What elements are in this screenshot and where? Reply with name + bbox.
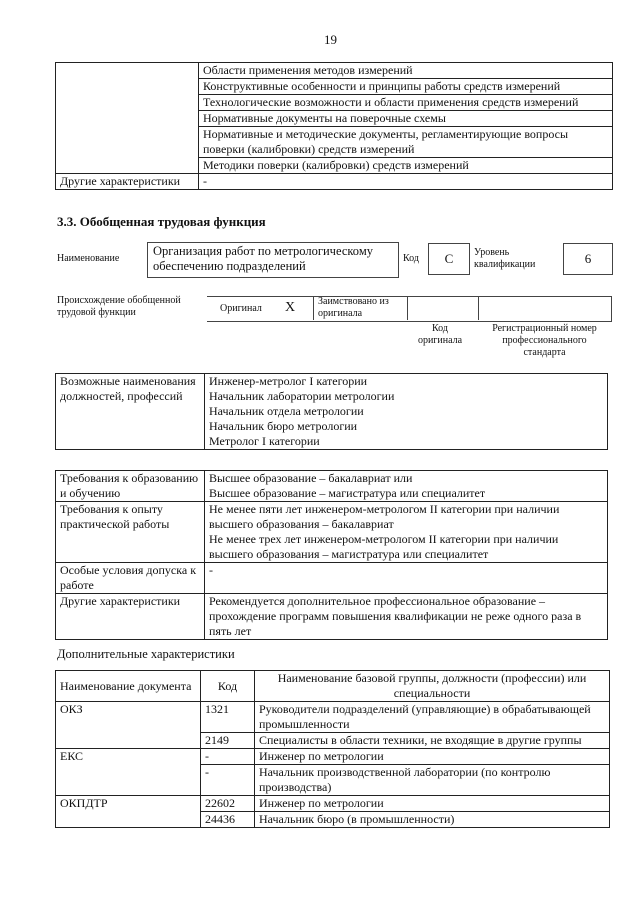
name-cell: Начальник производственной лаборатории (по контролю производства) xyxy=(255,765,610,796)
borrowed-label: Заимствовано из оригинала xyxy=(318,296,389,319)
req-label: Требования к опыту практической работы xyxy=(56,502,205,563)
code-cell: - xyxy=(201,765,255,796)
code-value: C xyxy=(428,243,470,275)
code-label: Код xyxy=(403,253,419,264)
table-cell: Технологические возможности и области применения средств измерений xyxy=(199,95,613,111)
table-cell: Нормативные документы на поверочные схемы xyxy=(199,111,613,127)
req-value: Высшее образование – магистратура или специалитет xyxy=(209,486,486,500)
origin-box xyxy=(207,296,612,322)
page-number: 19 xyxy=(324,32,337,47)
position-item: Инженер-метролог I категории xyxy=(209,374,368,388)
code-cell: 2149 xyxy=(201,733,255,749)
positions-list xyxy=(205,374,608,450)
original-mark: X xyxy=(285,300,296,315)
reg-caption: Регистрационный номер профессионального стандарта xyxy=(492,323,597,358)
name-cell: Начальник бюро (в промышленности) xyxy=(255,812,610,828)
name-cell: Руководители подразделений (управляющие) в обрабатывающей промышленности xyxy=(255,702,610,733)
code-cell: 24436 xyxy=(201,812,255,828)
position-item: Начальник лаборатории метрологии xyxy=(209,389,395,403)
code-cell: - xyxy=(201,749,255,765)
code-caption: Код оригинала xyxy=(417,323,463,346)
code-cell: 1321 xyxy=(201,702,255,733)
position-item: Начальник отдела метрологии xyxy=(209,404,364,418)
table-cell: Методики поверки (калибровки) средств измерений xyxy=(199,158,613,174)
doc-cell: ЕКС xyxy=(56,749,201,796)
req-value: Не менее трех лет инженером-метрологом II категории при наличии высшего образования – магистратура или специалитет xyxy=(209,532,559,561)
req-label: Требования к образованию и обучению xyxy=(56,471,205,502)
requirements-table xyxy=(55,470,608,640)
divider xyxy=(313,296,314,320)
divider xyxy=(407,296,408,320)
header-cell: Наименование документа xyxy=(56,671,201,702)
positions-label: Возможные наименования должностей, профессий xyxy=(56,374,205,450)
level-label: Уровень квалификации xyxy=(474,247,536,270)
name-label: Наименование xyxy=(57,253,120,264)
table-cell: Другие характеристики xyxy=(56,174,199,190)
name-cell: Специалисты в области техники, не входящие в другие группы xyxy=(255,733,610,749)
empty-cell xyxy=(56,63,199,174)
req-label: Другие характеристики xyxy=(56,594,205,640)
req-label: Особые условия допуска к работе xyxy=(56,563,205,594)
req-value: Рекомендуется дополнительное профессиональное образование – прохождение программ повышения квалификации не реже одного раза в пять лет xyxy=(205,594,608,640)
additional-table xyxy=(55,670,610,828)
divider xyxy=(478,296,479,320)
header-cell: Наименование базовой группы, должности (профессии) или специальности xyxy=(255,671,610,702)
name-value: Организация работ по метрологическому обеспечению подразделений xyxy=(147,242,399,278)
doc-cell: ОКЗ xyxy=(56,702,201,749)
header-cell: Код xyxy=(201,671,255,702)
doc-cell: ОКПДТР xyxy=(56,796,201,828)
additional-heading: Дополнительные характеристики xyxy=(57,647,235,661)
section-heading: 3.3. Обобщенная трудовая функция xyxy=(57,214,266,229)
name-cell: Инженер по метрологии xyxy=(255,796,610,812)
code-cell: 22602 xyxy=(201,796,255,812)
req-value: - xyxy=(205,563,608,594)
level-value: 6 xyxy=(563,243,613,275)
name-cell: Инженер по метрологии xyxy=(255,749,610,765)
table-cell: Конструктивные особенности и принципы работы средств измерений xyxy=(199,79,613,95)
req-value: Высшее образование – бакалавриат или xyxy=(209,471,413,485)
knowledge-table xyxy=(55,62,613,190)
position-item: Метролог I категории xyxy=(209,434,320,448)
table-cell: Нормативные и методические документы, регламентирующие вопросы поверки (калибровки) средств измерений xyxy=(199,127,613,158)
position-item: Начальник бюро метрологии xyxy=(209,419,358,433)
positions-table xyxy=(55,373,608,450)
req-value: Не менее пяти лет инженером-метрологом II категории при наличии высшего образования – бакалавриат xyxy=(209,502,560,531)
table-cell: - xyxy=(199,174,613,190)
origin-label: Происхождение обобщенной трудовой функции xyxy=(57,295,181,318)
table-cell: Области применения методов измерений xyxy=(199,63,613,79)
original-label: Оригинал xyxy=(220,303,262,314)
